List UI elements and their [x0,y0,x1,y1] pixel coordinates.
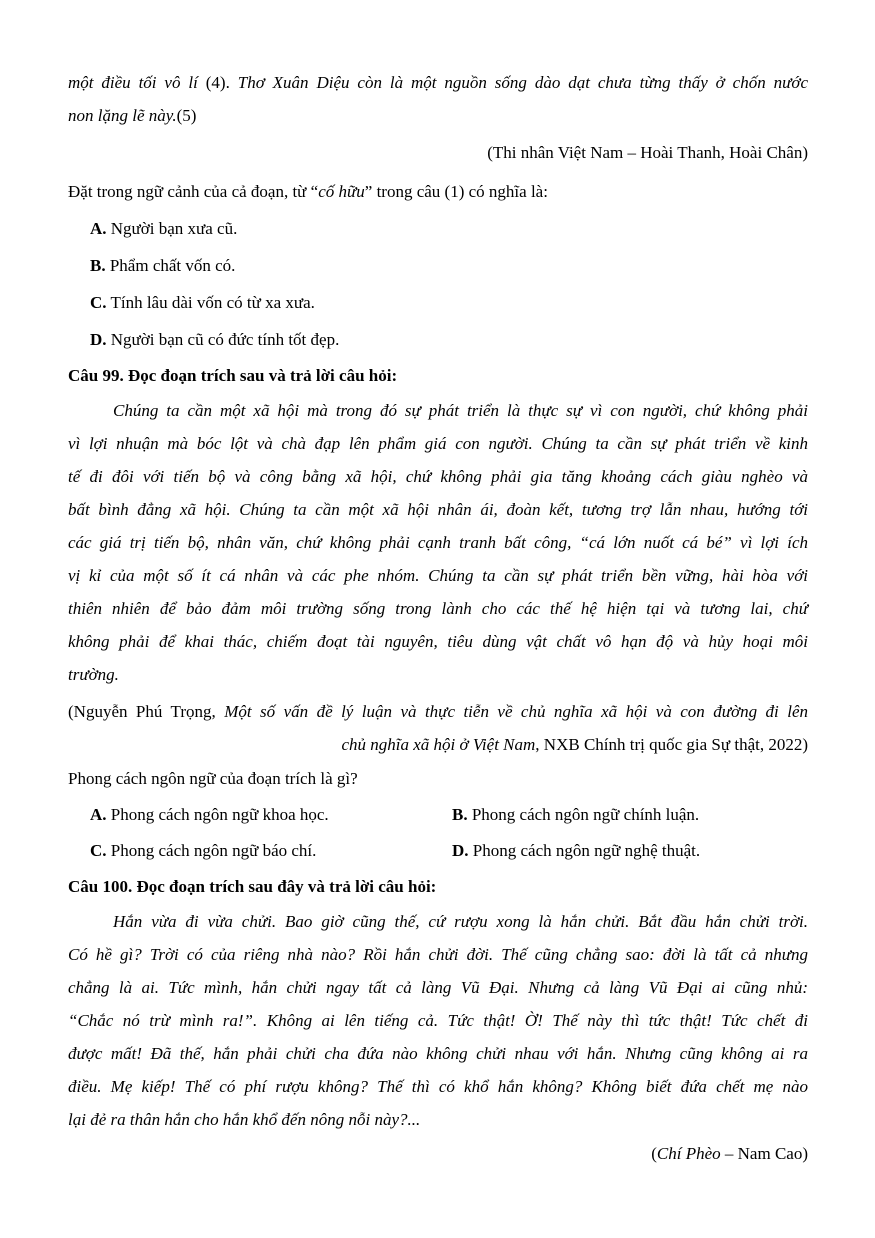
passage-prev-line-1 [68,66,808,99]
passage-text: Thơ Xuân Diệu còn là một nguồn sống dào dạt chưa từng thấy ở chốn nước [237,73,808,92]
source-title: Chí Phèo [656,1144,721,1163]
q99-passage-line-7: thiên nhiên để bảo đảm môi trường sống trong lành cho các thế hệ hiện tại và tương lai, chứ [68,599,808,618]
q99-option-c [90,833,452,869]
q99-heading: Câu 99. Đọc đoạn trích sau và trả lời câu hỏi: [68,366,398,385]
q100-passage-line-4: “Chắc nó trừ mình ra!”. Không ai lên tiếng cả. Tức thật! Ờ! Thế này thì tức thật! Tức chết đi [68,1011,808,1030]
q99-passage-line-3: tế đi đôi với tiến bộ và công bằng xã hội, chứ không phải gia tăng khoảng cách giàu nghèo và [68,467,808,486]
option-text: Tính lâu dài vốn có từ xa xưa. [106,293,315,312]
source-title: Một số vấn đề lý luận và thực tiễn về chủ nghĩa xã hội và con đường đi lên [224,702,808,721]
q100-passage-line-6: điều. Mẹ kiếp! Thế có phí rượu không? Thế thì có khổ hắn không? Không biết đứa chết mẹ nào [68,1077,808,1096]
passage-prev-source: (Thi nhân Việt Nam – Hoài Thanh, Hoài Chân) [487,143,808,162]
source-publisher: , NXB Chính trị quốc gia Sự thật, 2022) [535,735,808,754]
q99-passage-line-4: bất bình đẳng xã hội. Chúng ta cần một xã hội nhân ái, đoàn kết, tương trợ lẫn nhau, hướng tới [68,500,808,519]
q99-passage-line-5: các giá trị tiến bộ, nhân văn, chứ không phải cạnh tranh bất công, “cá lớn nuốt cá bé” vì lợi ích [68,533,808,552]
page-content [68,66,808,1172]
sentence-number: (4). [197,73,238,92]
source-author: – Nam Cao) [720,1144,808,1163]
q98-option-d [68,321,808,358]
option-text: Phong cách ngôn ngữ khoa học. [106,805,329,824]
source-title: chủ nghĩa xã hội ở Việt Nam [341,735,536,754]
option-label: C. [90,841,107,860]
q100-heading: Câu 100. Đọc đoạn trích sau đây và trả lời câu hỏi: [68,877,437,896]
q99-option-a [90,797,452,833]
option-label: D. [452,841,469,860]
passage-prev-line-2 [68,99,808,132]
q99-passage-line-1: Chúng ta cần một xã hội mà trong đó sự phát triển là thực sự vì con người, chứ không phải [113,401,808,420]
option-text: Người bạn cũ có đức tính tốt đẹp. [106,330,340,349]
q99-source-line-1 [68,695,808,728]
option-text: Phẩm chất vốn có. [105,256,236,275]
q99-options [68,797,808,869]
q100-passage-line-3: chẳng là ai. Tức mình, hắn chửi ngay tất cả làng Vũ Đại. Nhưng cả làng Vũ Đại ai cũng nhủ: [68,978,808,997]
option-text: Phong cách ngôn ngữ báo chí. [106,841,317,860]
option-label: A. [90,805,107,824]
q100-passage-last-line: lại đẻ ra thân hắn cho hắn khổ đến nông nỗi này?... [68,1110,421,1129]
passage-text: một điều tối vô lí [68,73,198,92]
passage-text: non lặng lẽ này. [68,106,177,125]
option-label: A. [90,219,107,238]
q99-passage-line-6: vị kỉ của một số ít cá nhân và các phe nhóm. Chúng ta cần sự phát triển bền vững, hài hòa với [68,566,808,585]
option-label: D. [90,330,107,349]
source-paren: ( [651,1144,657,1163]
q98-stem [68,174,808,210]
option-text: Người bạn xưa cũ. [106,219,238,238]
q99-passage-last-line: trường. [68,665,119,684]
q99-passage-line-8: không phải để khai thác, chiếm đoạt tài nguyên, tiêu dùng vật chất vô hạn độ và hủy hoại môi [68,632,808,651]
q99-option-b [452,797,808,833]
option-text: Phong cách ngôn ngữ nghệ thuật. [468,841,701,860]
q100-passage-line-5: được mất! Đã thế, hắn phải chửi cha đứa nào không chửi nhau với hắn. Nhưng cũng không ai ra [68,1044,808,1063]
option-label: C. [90,293,107,312]
q99-source-line-2 [68,728,808,761]
q99-option-d [452,833,808,869]
q98-stem-text: ” trong câu (1) có nghĩa là: [364,182,548,201]
q98-option-a [68,210,808,247]
q98-option-c [68,284,808,321]
source-author: (Nguyễn Phú Trọng, [68,702,225,721]
option-label: B. [90,256,106,275]
q98-option-b [68,247,808,284]
sentence-number: (5) [176,106,197,125]
q99-passage-line-2: vì lợi nhuận mà bóc lột và chà đạp lên phẩm giá con người. Chúng ta cần sự phát triển về kinh [68,434,808,453]
q100-passage-line-2: Có hề gì? Trời có của riêng nhà nào? Rồi hắn chửi đời. Thế cũng chẳng sao: đời là tất cả nhưng [68,945,808,964]
option-text: Phong cách ngôn ngữ chính luận. [467,805,700,824]
q100-passage-line-1: Hắn vừa đi vừa chửi. Bao giờ cũng thế, cứ rượu xong là hắn chửi. Bắt đầu hắn chửi trời. [113,912,808,931]
q98-stem-text: Đặt trong ngữ cảnh của cả đoạn, từ “ [68,182,319,201]
q99-question: Phong cách ngôn ngữ của đoạn trích là gì? [68,769,358,788]
q100-source [68,1136,808,1172]
option-label: B. [452,805,468,824]
q98-keyword: cố hữu [318,182,365,201]
